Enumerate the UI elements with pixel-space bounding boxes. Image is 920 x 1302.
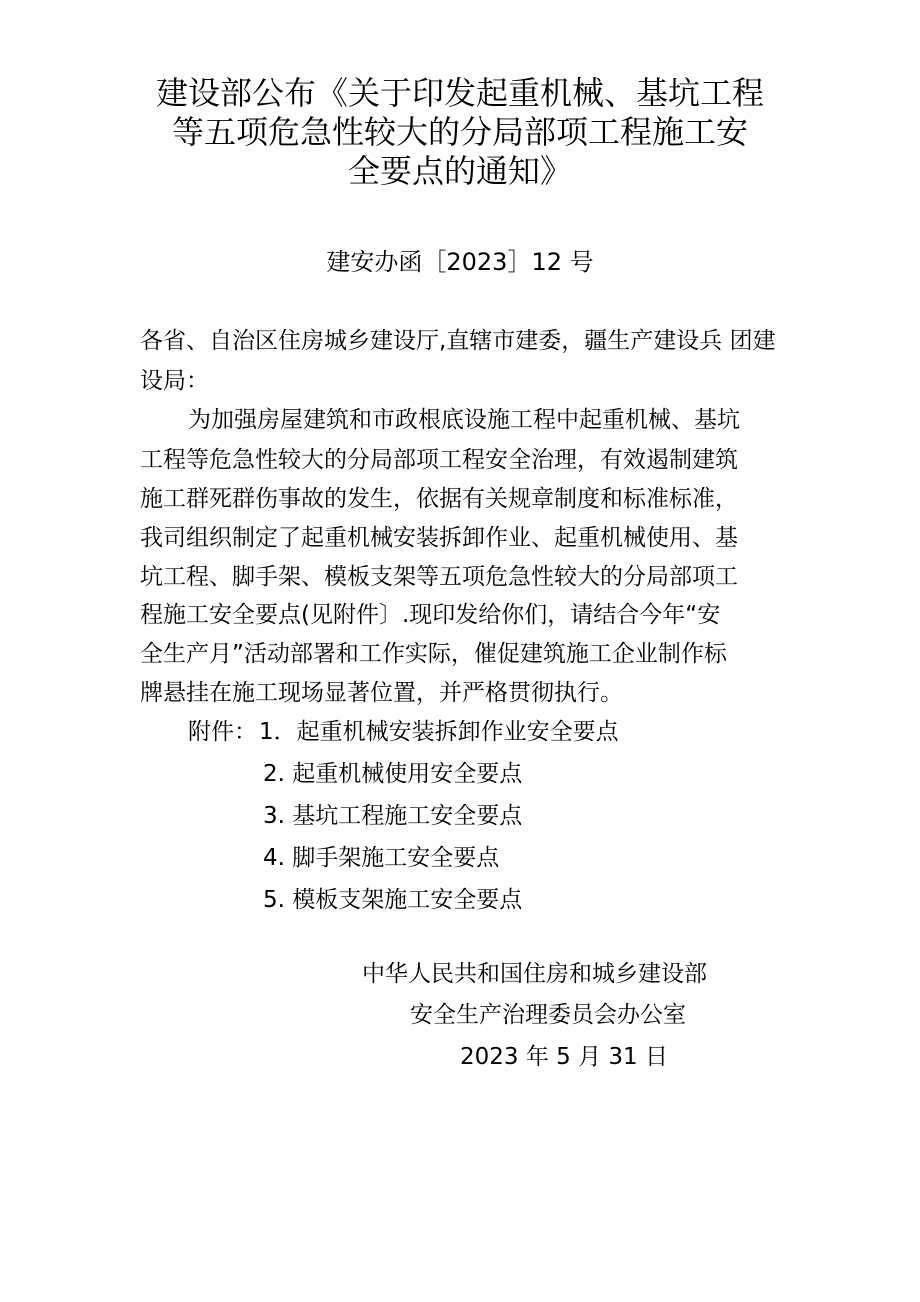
document-title	[140, 74, 780, 191]
body-paragraph-line: 我司组织制定了起重机械安装拆卸作业、起重机械使用、基	[140, 525, 738, 551]
body-paragraph-line: 工程等危急性较大的分局部项工程安全治理，有效遏制建筑	[140, 447, 738, 473]
title-line-1: 建设部公布《关于印发起重机械、基坑工程	[155, 74, 764, 112]
body-paragraph-line: 全生产月”活动部署和工作实际，催促建筑施工企业制作标	[140, 641, 727, 667]
signature-org: 中华人民共和国住房和城乡建设部	[362, 961, 707, 987]
body-paragraph-line: 程施工安全要点(见附件〕.现印发给你们，请结合今年“安	[140, 602, 721, 628]
attachment-item-4: 4. 脚手架施工安全要点	[263, 845, 500, 871]
attachment-item-3: 3. 基坑工程施工安全要点	[263, 803, 523, 829]
body-paragraph-line: 施工群死群伤事故的发生，依据有关规章制度和标准标准，	[140, 486, 738, 512]
body-paragraph-line: 坑工程、脚手架、模板支架等五项危急性较大的分局部项工	[140, 564, 738, 590]
recipient-line-2: 设局：	[140, 368, 209, 394]
title-line-3: 全要点的通知》	[347, 152, 572, 190]
signature-date: 2023 年 5 月 31 日	[460, 1044, 668, 1070]
signature-committee: 安全生产治理委员会办公室	[410, 1002, 686, 1028]
attachments-label: 附件：	[188, 719, 257, 745]
title-line-2: 等五项危急性较大的分局部项工程施工安	[171, 113, 748, 151]
recipient-line-1: 各省、自治区住房城乡建设厅,直辖市建委，疆生产建设兵 团建	[140, 328, 776, 354]
attachment-item-2: 2. 起重机械使用安全要点	[263, 761, 523, 787]
attachment-item-5: 5. 模板支架施工安全要点	[263, 887, 523, 913]
attachment-item-1: 1．起重机械安装拆卸作业安全要点	[259, 719, 619, 745]
body-paragraph-line: 为加强房屋建筑和市政根底设施工程中起重机械、基坑	[188, 407, 740, 433]
document-number: 建安办函［2023］12 号	[326, 248, 594, 276]
body-paragraph-line: 牌悬挂在施工现场显著位置，并严格贯彻执行。	[140, 680, 623, 706]
